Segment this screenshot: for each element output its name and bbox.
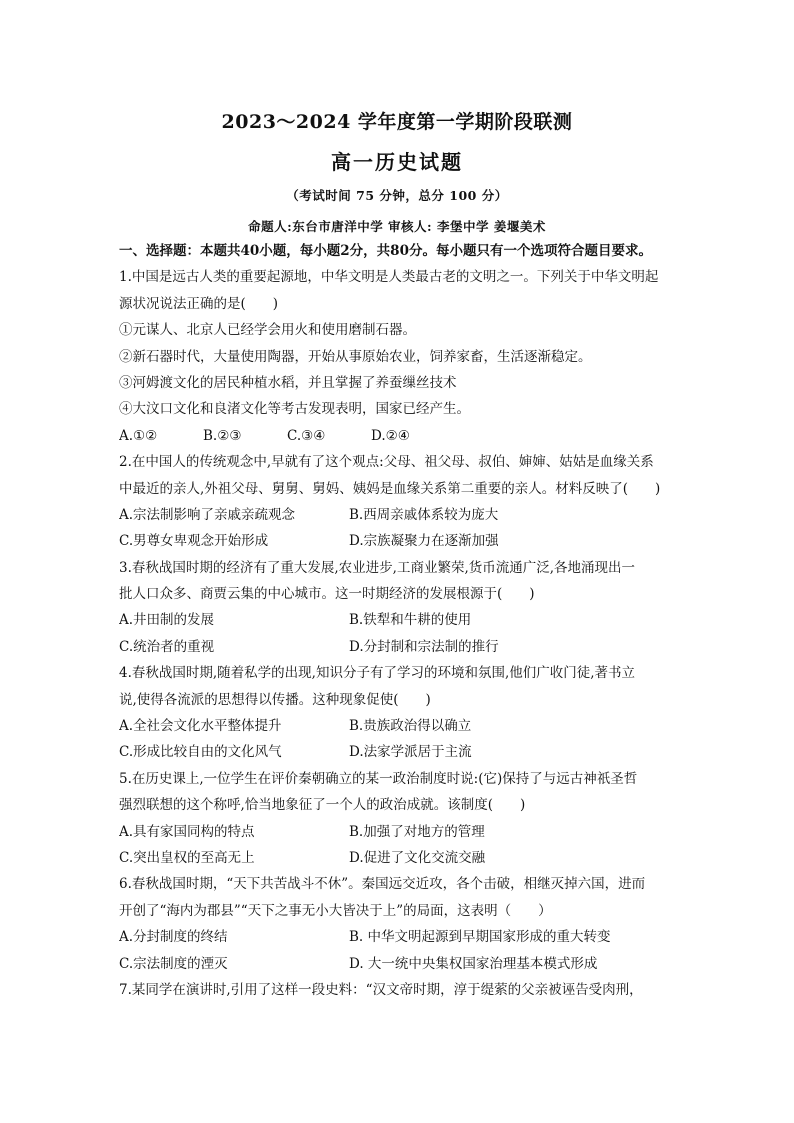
question-5-option-c[interactable]: C.突出皇权的至高无上 — [119, 849, 255, 866]
question-1-option-b[interactable]: B.②③ — [203, 427, 242, 444]
question-5-option-d[interactable]: D.促进了文化交流交融 — [349, 849, 486, 866]
question-2-option-d[interactable]: D.宗族凝聚力在逐渐加强 — [349, 533, 499, 550]
question-4-stem-line-1: 4.春秋战国时期,随着私学的出现,知识分子有了学习的环境和氛围,他们广收门徒,著书立 — [119, 665, 636, 682]
question-6-option-d[interactable]: D. 大一统中央集权国家治理基本模式形成 — [349, 955, 598, 972]
question-4-options-row-2 — [119, 739, 675, 765]
question-1-options — [119, 423, 675, 449]
question-3-options-row-1 — [119, 607, 675, 633]
question-5-stem-line-1: 5.在历史课上,一位学生在评价秦朝确立的某一政治制度时说:(它)保持了与远古神祇圣哲 — [119, 770, 638, 787]
question-1-option-a[interactable]: A.①② — [119, 427, 158, 444]
question-1-stem-line-2: 源状况说法正确的是( ) — [119, 295, 279, 312]
question-1-statement-2: ②新石器时代，大量使用陶器，开始从事原始农业，饲养家畜，生活逐渐稳定。 — [119, 348, 592, 365]
question-2-option-a[interactable]: A.宗法制影响了亲戚亲疏观念 — [119, 506, 296, 523]
question-5-option-a[interactable]: A.具有家国同构的特点 — [119, 823, 255, 840]
question-3-option-b[interactable]: B.铁犁和牛耕的使用 — [349, 612, 472, 629]
question-4-stem-line-2: 说,使得各流派的思想得以传播。这种现象促使( ) — [119, 691, 431, 708]
question-6-stem-line-2: 开创了“海内为郡县”“天下之事无小大皆决于上”的局面，这表明（ ） — [119, 902, 552, 919]
question-7-stem-line-1: 7.某同学在演讲时,引用了这样一段史料：“汉文帝时期，淳于缇萦的父亲被诬告受肉刑， — [119, 981, 643, 998]
question-1-statement-1: ①元谋人、北京人已经学会用火和使用磨制石器。 — [119, 322, 416, 339]
question-4-option-c[interactable]: C.形成比较自由的文化风气 — [119, 744, 282, 761]
question-4-options-row-1 — [119, 713, 675, 739]
exam-title: 2023～2024 学年度第一学期阶段联测 — [221, 111, 573, 133]
question-3-stem-line-1: 3.春秋战国时期的经济有了重大发展,农业进步,工商业繁荣,货币流通广泛,各地涌现出一 — [119, 559, 636, 576]
section-heading: 一、选择题：本题共40小题，每小题2分，共80分。每小题只有一个选项符合题目要求。 — [119, 243, 652, 259]
question-6-option-c[interactable]: C.宗法制度的湮灭 — [119, 955, 228, 972]
question-2-stem-line-2: 中最近的亲人,外祖父母、舅舅、舅妈、姨妈是血缘关系第二重要的亲人。材料反映了( ) — [119, 480, 661, 497]
question-2-options-row-1 — [119, 502, 675, 528]
question-2-option-b[interactable]: B.西周亲戚体系较为庞大 — [349, 506, 499, 523]
question-6-stem-line-1: 6.春秋战国时期，“天下共苦战斗不休”。秦国远交近攻，各个击破，相继灭掉六国，进而 — [119, 876, 646, 893]
question-5-option-b[interactable]: B.加强了对地方的管理 — [349, 823, 485, 840]
question-5-stem-line-2: 强烈联想的这个称呼,恰当地象征了一个人的政治成就。该制度( ) — [119, 797, 526, 814]
question-3-stem-line-2: 批人口众多、商贾云集的中心城市。这一时期经济的发展根源于( ) — [119, 586, 535, 603]
question-4-option-b[interactable]: B.贵族政治得以确立 — [349, 718, 472, 735]
question-2-options-row-2 — [119, 528, 675, 554]
question-5-options-row-2 — [119, 845, 675, 871]
question-1-stem-line-1: 1.中国是远古人类的重要起源地，中华文明是人类最古老的文明之一。下列关于中华文明起 — [119, 269, 659, 286]
question-3-option-a[interactable]: A.井田制的发展 — [119, 612, 215, 629]
exam-time-info: （考试时间 75 分钟，总分 100 分） — [286, 188, 508, 203]
exam-authors: 命题人:东台市唐洋中学 审核人: 李堡中学 姜堰美术 — [248, 219, 546, 234]
question-4-option-d[interactable]: D.法家学派居于主流 — [349, 744, 472, 761]
question-6-options-row-2 — [119, 951, 675, 977]
question-1-statement-3: ③河姆渡文化的居民种植水稻，并且掌握了养蚕缫丝技术 — [119, 374, 457, 391]
question-1-statement-4: ④大汶口文化和良渚文化等考古发现表明，国家已经产生。 — [119, 401, 470, 418]
question-5-options-row-1 — [119, 819, 675, 845]
question-3-option-d[interactable]: D.分封制和宗法制的推行 — [349, 638, 499, 655]
question-6-options-row-1 — [119, 924, 675, 950]
question-6-option-b[interactable]: B. 中华文明起源到早期国家形成的重大转变 — [349, 929, 611, 946]
question-6-option-a[interactable]: A.分封制度的终结 — [119, 929, 228, 946]
question-3-options-row-2 — [119, 634, 675, 660]
exam-body — [119, 238, 675, 1003]
question-2-stem-line-1: 2.在中国人的传统观念中,早就有了这个观点:父母、祖父母、叔伯、婶婶、姑姑是血缘关系 — [119, 454, 654, 471]
question-4-option-a[interactable]: A.全社会文化水平整体提升 — [119, 718, 282, 735]
exam-subject: 高一历史试题 — [331, 150, 463, 174]
question-1-option-c[interactable]: C.③④ — [287, 427, 326, 444]
question-3-option-c[interactable]: C.统治者的重视 — [119, 638, 215, 655]
question-2-option-c[interactable]: C.男尊女卑观念开始形成 — [119, 533, 269, 550]
question-1-option-d[interactable]: D.②④ — [371, 427, 410, 444]
